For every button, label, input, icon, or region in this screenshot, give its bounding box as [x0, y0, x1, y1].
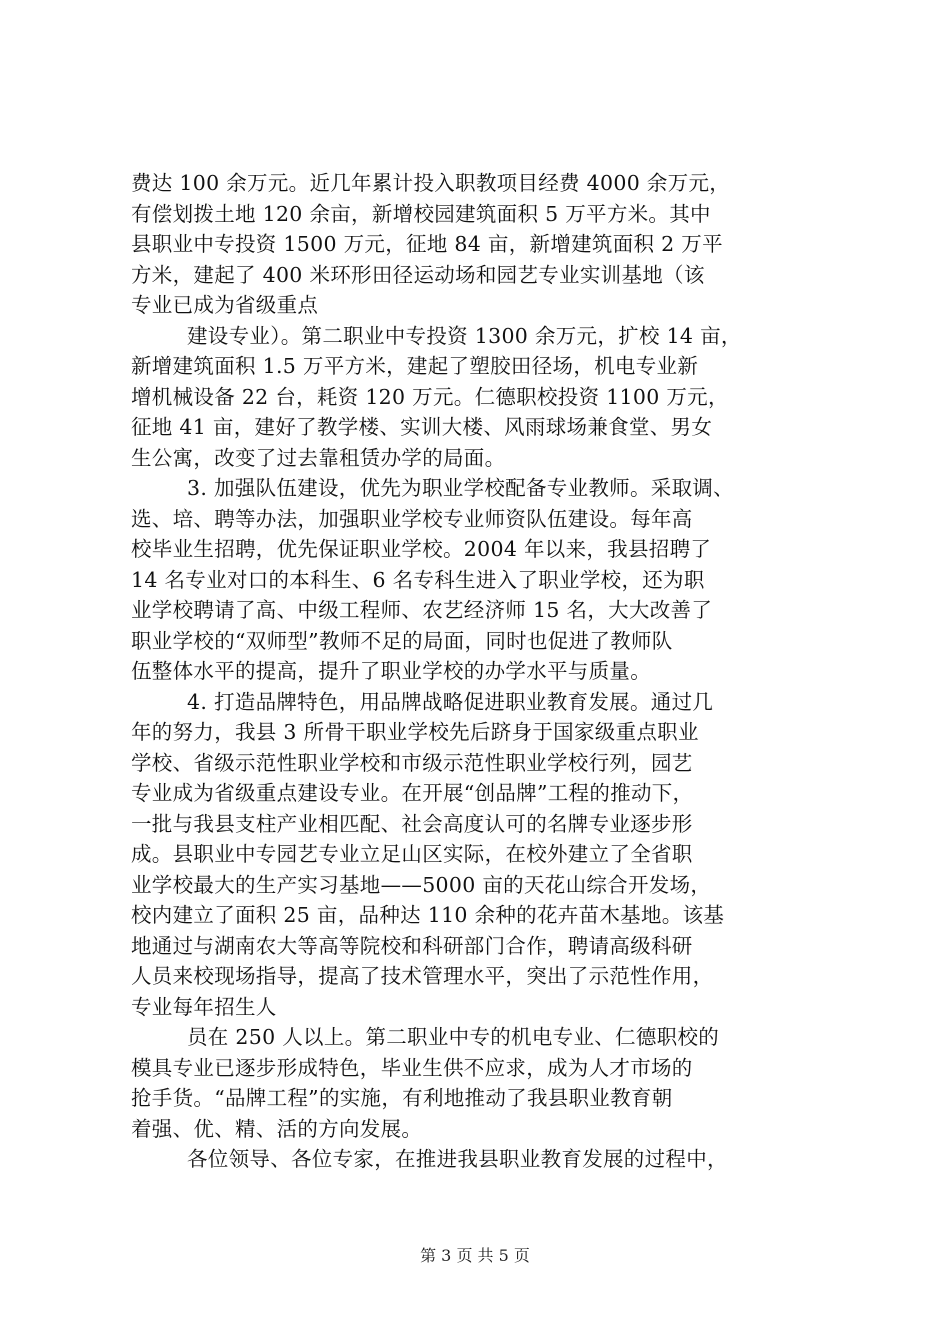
text-line: 县职业中专投资 1500 万元，征地 84 亩，新增建筑面积 2 万平 — [131, 232, 723, 256]
text-line: 有偿划拨土地 120 余亩，新增校园建筑面积 5 万平方米。其中 — [131, 201, 711, 226]
text-line: 年的努力，我县 3 所骨干职业学校先后跻身于国家级重点职业 — [131, 720, 699, 744]
text-line: 校毕业生招聘，优先保证职业学校。2004 年以来，我县招聘了 — [131, 537, 712, 561]
text-line: 地通过与湖南农大等高等院校和科研部门合作，聘请高级科研 — [131, 933, 693, 958]
text-line: 专业成为省级重点建设专业。在开展“创品牌”工程的推动下， — [131, 781, 694, 805]
text-line: 3. 加强队伍建设，优先为职业学校配备专业教师。采取调、 — [187, 476, 734, 500]
text-line: 人员来校现场指导，提高了技术管理水平，突出了示范性作用， — [131, 964, 714, 988]
text-line: 一批与我县支柱产业相匹配、社会高度认可的名牌专业逐步形 — [131, 811, 693, 836]
text-line: 专业已成为省级重点 — [131, 293, 319, 317]
text-line: 选、培、聘等办法，加强职业学校专业师资队伍建设。每年高 — [131, 506, 693, 531]
text-line: 专业每年招生人 — [131, 994, 277, 1019]
text-line: 各位领导、各位专家，在推进我县职业教育发展的过程中， — [187, 1147, 728, 1171]
text-line: 建设专业）。第二职业中专投资 1300 余万元，扩校 14 亩， — [187, 323, 742, 348]
text-line: 着强、优、精、活的方向发展。 — [131, 1116, 423, 1141]
text-line: 征地 41 亩，建好了教学楼、实训大楼、风雨球场兼食堂、男女 — [131, 415, 713, 439]
text-line: 职业学校的“双师型”教师不足的局面，同时也促进了教师队 — [131, 628, 673, 653]
text-line: 员在 250 人以上。第二职业中专的机电专业、仁德职校的 — [187, 1025, 720, 1049]
text-line: 学校、省级示范性职业学校和市级示范性职业学校行列，园艺 — [131, 750, 693, 775]
text-line: 方米，建起了 400 米环形田径运动场和园艺专业实训基地（该 — [131, 262, 705, 287]
text-line: 抢手货。“品牌工程”的实施，有利地推动了我县职业教育朝 — [131, 1086, 673, 1110]
text-line: 业学校最大的生产实习基地——5000 亩的天花山综合开发场， — [131, 872, 712, 897]
text-line: 业学校聘请了高、中级工程师、农艺经济师 15 名，大大改善了 — [131, 598, 713, 622]
text-line: 校内建立了面积 25 亩，品种达 110 余种的花卉苗木基地。该基 — [131, 903, 725, 927]
text-line: 增机械设备 22 台，耗资 120 万元。仁德职校投资 1100 万元， — [131, 384, 729, 409]
text-line: 费达 100 余万元。近几年累计投入职教项目经费 4000 余万元， — [131, 171, 731, 195]
text-line: 模具专业已逐步形成特色，毕业生供不应求，成为人才市场的 — [131, 1055, 693, 1080]
text-line: 生公寓，改变了过去靠租赁办学的局面。 — [131, 445, 506, 470]
page-footer: 第 3 页 共 5 页 — [420, 1246, 530, 1265]
text-line: 4. 打造品牌特色，用品牌战略促进职业教育发展。通过几 — [187, 689, 714, 714]
text-line: 伍整体水平的提高，提升了职业学校的办学水平与质量。 — [131, 659, 651, 683]
text-line: 新增建筑面积 1.5 万平方米，建起了塑胶田径场，机电专业新 — [131, 354, 699, 378]
text-line: 14 名专业对口的本科生、6 名专科生进入了职业学校，还为职 — [131, 567, 705, 592]
text-line: 成。县职业中专园艺专业立足山区实际，在校外建立了全省职 — [131, 842, 693, 866]
